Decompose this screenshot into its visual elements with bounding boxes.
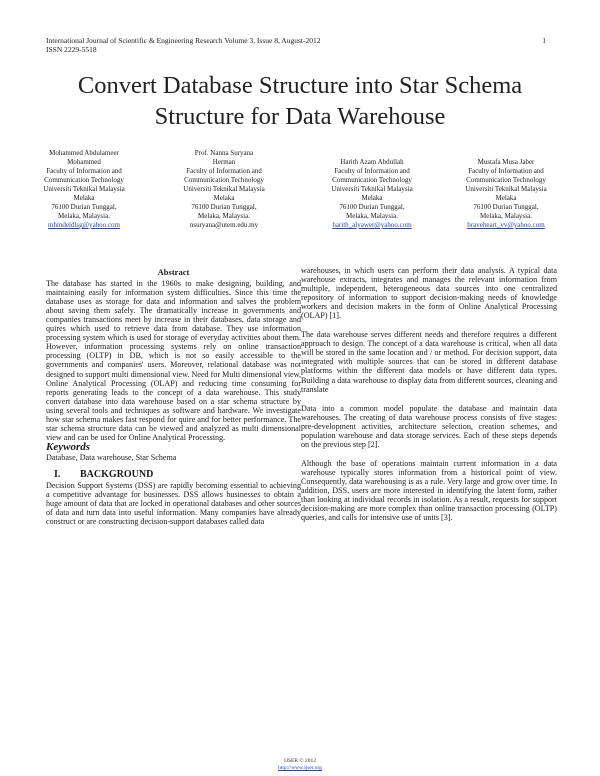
page-footer [0,758,600,772]
author-name: Mustafa Musa Jaber [477,158,535,166]
keywords-text: Database, Data warehouse, Star Schema [46,452,177,462]
author-affiliation: Faculty of Information and [334,167,410,175]
paper-title [20,70,580,132]
author-affiliation: Melaka [213,194,235,202]
body-paragraph: Data into a common model populate the database and maintain data warehouses. The creating of data warehouse process consists of five stages: pre-development activities, architecture selection, creation schemes, and population warehouse and data storage services. Each of these steps depends on the previous step [2]. [301,403,557,449]
title-line-1: Convert Database Structure into Star Schema [77,72,523,99]
body-paragraph: The data warehouse serves different needs and therefore requires a different approach to design. The concept of a data warehouse is critical, when all data will be stored in the same location and / or method. For decision support, data integrated with multiple sources that can be stored in different database platforms within the different data models or have different data types. Building a data warehouse to display data from different sources, cleaning and translate [301,330,557,394]
author-affiliation: 76100 Durian Tunggal, [339,203,405,211]
author-email-link[interactable]: harith_alyawer@yahoo.com [332,221,412,229]
author-affiliation: 76100 Durian Tunggal, [191,203,257,211]
author-affiliation: Melaka [361,194,383,202]
author-block-2 [160,149,288,230]
author-email-link[interactable]: braveheart_vv@yahoo.com [467,221,545,229]
author-affiliation: Melaka, Malaysia. [198,212,250,220]
author-name: Prof. Nanna Suryana [194,149,254,157]
author-affiliation: Universiti Teknikal Malaysia [331,185,413,193]
background-paragraph: Decision Support Systems (DSS) are rapidly becoming essential to achieving a competitive advantage for businesses. DSS allows businesses to obtain a huge amount of data that are locked in operational databases and other sources of data and turn data into useful information. Many companies have already construct or are constructing decision-support databases called data [46,481,301,527]
journal-url-link[interactable]: http://www.ijser.org [278,765,322,771]
author-affiliation: Faculty of Information and [46,167,122,175]
section-number: I. [54,468,61,480]
author-name: Mohammed [67,158,101,166]
author-name: Harith Azam Abdullah [340,158,404,166]
body-paragraph: Although the base of operations maintain current information in a data warehouse typically stores information from a historical point of view. Consequently, data warehousing is as a rule. Very large and grow over time. In addition, DSS, users are more interested in identifying the latent form, rather than looking at individual records in isolation. As a result, requests for support decision-making are more complex than online transaction processing (OLTP) queries, and calls for intensive use of units [3]. [301,458,557,523]
author-affiliation: Melaka, Malaysia. [480,212,532,220]
abstract-heading: Abstract [157,267,190,277]
author-email-link[interactable]: mhmdeldlsg@yahoo.com [48,221,120,229]
author-affiliation: 76100 Durian Tunggal, [51,203,117,211]
page-number: 1 [542,36,546,45]
copyright: IJSER © 2012 [284,758,316,764]
keywords-heading: Keywords [46,440,90,453]
author-name: Mohammed Abdulameer [49,149,119,157]
author-affiliation: Universiti Teknikal Malaysia [43,185,125,193]
author-affiliation: Faculty of Information and [468,167,544,175]
author-affiliation: Melaka, Malaysia. [58,212,110,220]
author-affiliation: Melaka [495,194,517,202]
author-affiliation: Melaka, Malaysia. [346,212,398,220]
right-column [301,266,557,522]
author-block-1 [20,149,148,230]
author-affiliation: Melaka [73,194,95,202]
left-column [46,268,301,526]
journal-info: International Journal of Scientific & Engineering Research Volume 3, Issue 8, August-2012 [46,36,321,45]
author-affiliation: Communication Technology [44,176,124,184]
author-name: Herman [212,158,236,166]
author-affiliation: Universiti Teknikal Malaysia [465,185,547,193]
author-affiliation: Communication Technology [332,176,412,184]
title-line-2: Structure for Data Warehouse [154,103,446,130]
body-paragraph: warehouses, in which users can perform their data analysis. A typical data warehouse extracts, integrates and manages the relevant information from multiple, independent, heterogeneous data sources into one centralized repository of information to support decision-making needs of knowledge workers and decision makers in the form of Online Analytical Processing (OLAP) [1]. [301,266,557,321]
author-block-4 [442,158,570,230]
author-affiliation: Communication Technology [184,176,264,184]
section-title: BACKGROUND [80,468,154,480]
author-affiliation: Communication Technology [466,176,546,184]
author-email: nsuryana@utem.edu.my [189,221,259,229]
author-affiliation: 76100 Durian Tunggal, [473,203,539,211]
issn: ISSN 2229-5518 [46,45,97,54]
author-block-3 [308,158,436,230]
author-affiliation: Universiti Teknikal Malaysia [183,185,265,193]
abstract-text: The database has started in the 1960s to make designing, building, and maintaining easily for information system difficulties. Since this time the database uses as storage for data and information and salves the problem about saving them safely. The dramatically increase in governments and companies transactions meet by increase in their databases, data storage and quires which used to retrieve data from database. They use information processing system which is used for storage of everyday activities about them. However, information processing systems rely on online transaction processing (OLTP) in DB, which is not so easily accessible to the governments and companies' users. Moreover, relational database was not designed to support multi dimensional view. Need for Multi dimensional view, Online Analytical Processing (OLAP) and reducing time consuming for reports generating leads to the concept of a data warehouse. This study convert database into data warehouse based on a star schema structure by using several tools and techniques as software and hardware. We investigate how star schema makes fast respond for quire and for better performance. The star schema structure data can be viewed and analyzed as multi dimensional view and can be used for Online Analytical Processing. [46,279,301,442]
section-heading [46,470,301,479]
running-header [46,36,546,54]
author-affiliation: Faculty of Information and [186,167,262,175]
